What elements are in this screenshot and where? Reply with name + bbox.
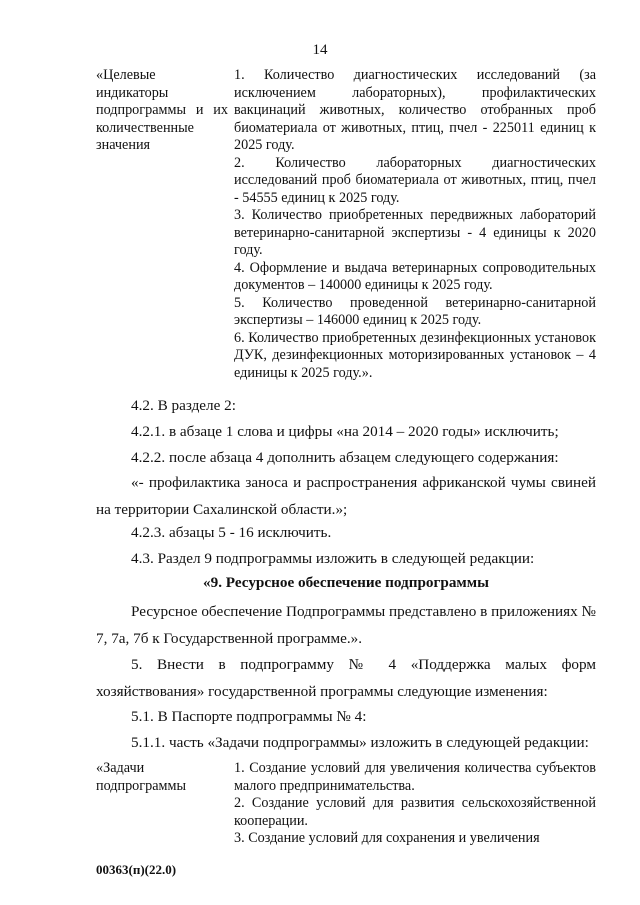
task-item: 2. Создание условий для развития сельскохозяйственной кооперации. bbox=[234, 795, 596, 829]
paragraph-4-2: 4.2. В разделе 2: bbox=[131, 397, 236, 414]
page-number: 14 bbox=[312, 42, 328, 58]
target-item: 4. Оформление и выдача ветеринарных сопроводительных документов – 140000 единицы к 2025 году. bbox=[234, 259, 596, 293]
task-item: 3. Создание условий для сохранения и увеличения bbox=[234, 830, 540, 846]
paragraph-5-1: 5.1. В Паспорте подпрограммы № 4: bbox=[131, 708, 367, 725]
paragraph-5-1-1: 5.1.1. часть «Задачи подпрограммы» изложить в следующей редакции: bbox=[131, 734, 589, 751]
targets-list bbox=[234, 67, 596, 382]
tasks-label: «Задачи подпрограммы bbox=[96, 760, 186, 794]
resource-paragraph: Ресурсное обеспечение Подпрограммы представлено в приложениях № 7, 7а, 7б к Государственной программе.». bbox=[96, 603, 596, 647]
target-item: 3. Количество приобретенных передвижных лабораторий ветеринарно-санитарной экспертизы - 4 единицы к 2020 году. bbox=[234, 207, 596, 258]
paragraph-4-2-2: 4.2.2. после абзаца 4 дополнить абзацем следующего содержания: bbox=[131, 449, 559, 466]
quoted-addition: «- профилактика заноса и распространения африканской чумы свиней на территории Сахалинской области.»; bbox=[96, 474, 596, 518]
target-item: 6. Количество приобретенных дезинфекционных установок ДУК, дезинфекционных моторизированных установок – 4 единицы к 2025 году.». bbox=[234, 329, 596, 381]
target-item: 5. Количество проведенной ветеринарно-санитарной экспертизы – 146000 единиц к 2025 году. bbox=[234, 294, 596, 328]
tasks-table bbox=[96, 760, 596, 848]
section-heading: «9. Ресурсное обеспечение подпрограммы bbox=[203, 574, 489, 591]
paragraph-4-2-1: 4.2.1. в абзаце 1 слова и цифры «на 2014 – 2020 годы» исключить; bbox=[131, 423, 559, 440]
targets-label: «Целевые индикаторы подпрограммы и их количественные значения bbox=[96, 67, 228, 153]
target-item: 2. Количество лабораторных диагностических исследований проб биоматериала от животных, птиц, пчел - 54555 единиц к 2025 году. bbox=[234, 154, 596, 206]
target-item: 1. Количество диагностических исследований (за исключением лабораторных), профилактических вакцинаций животных, количество отобранных проб биоматериала от животных, птиц, пчел - 225011 единиц к 2025 году. bbox=[234, 67, 596, 153]
document-code: 00363(п)(22.0) bbox=[96, 862, 177, 877]
paragraph-4-2-3: 4.2.3. абзацы 5 - 16 исключить. bbox=[131, 524, 332, 541]
task-item: 1. Создание условий для увеличения количества субъектов малого предпринимательства. bbox=[234, 760, 596, 794]
paragraph-5: 5. Внести в подпрограмму № 4 «Поддержка малых форм хозяйствования» государственной программы следующие изменения: bbox=[96, 656, 596, 700]
targets-table bbox=[96, 67, 596, 382]
paragraph-4-3: 4.3. Раздел 9 подпрограммы изложить в следующей редакции: bbox=[131, 550, 535, 567]
tasks-list bbox=[234, 760, 596, 848]
